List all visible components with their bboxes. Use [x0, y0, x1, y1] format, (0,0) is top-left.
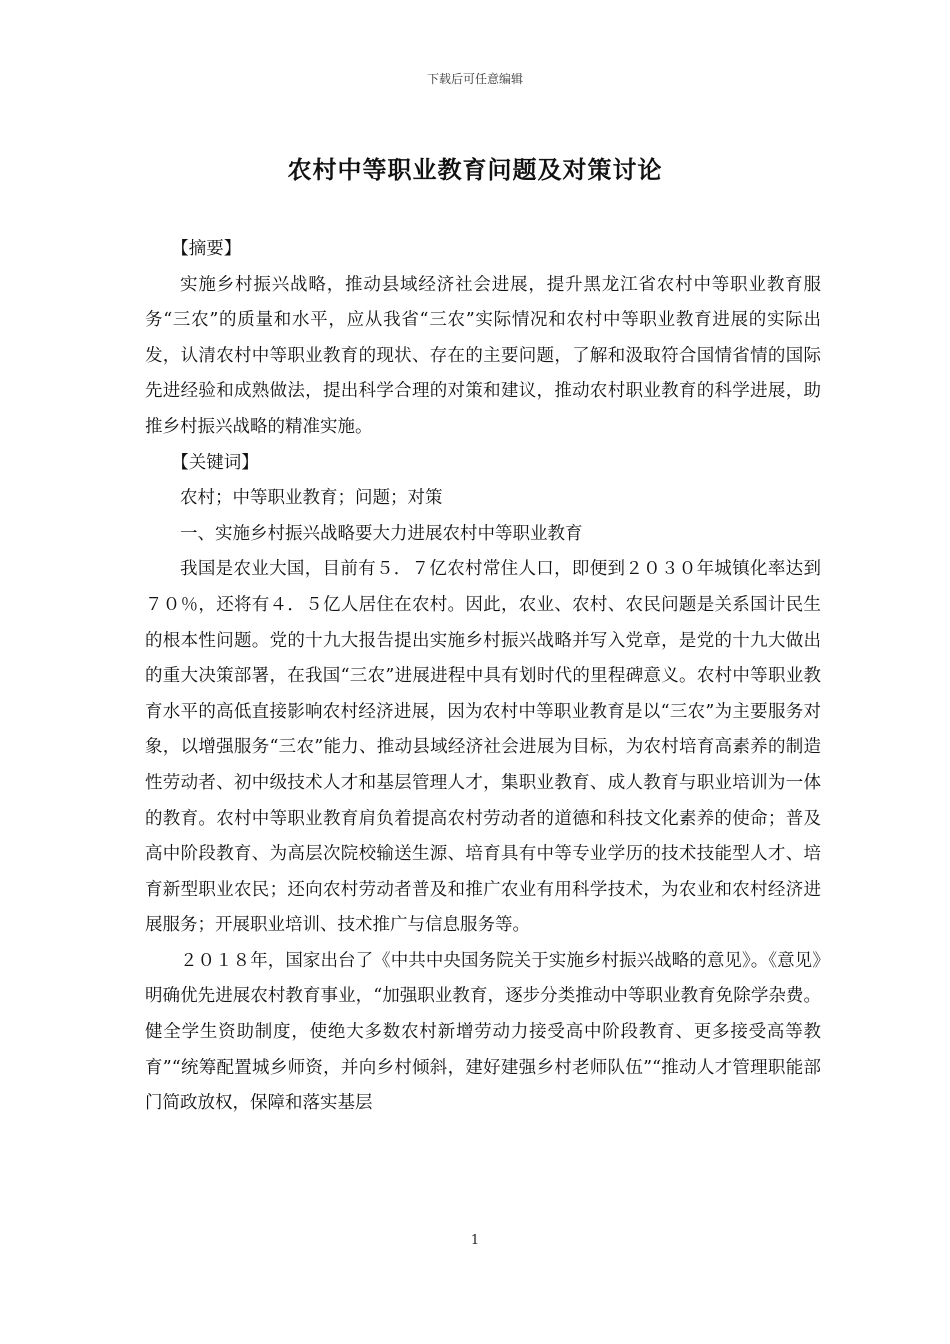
keywords-text: 农村；中等职业教育；问题；对策 — [180, 488, 443, 509]
section-1-paragraph-2: ２０１８年，国家出台了《中共中央国务院关于实施乡村振兴战略的意见》。《意见》明确优先进展农村教育事业，“加强职业教育，逐步分类推动中等职业教育免除学杂费。健全学生资助制度，使绝大多数农村新增劳动力接受高中阶段教育、更多接受高等教育”“统筹配置城乡师资，并向乡村倾斜，建好建强乡村老师队伍”“推动人才管理职能部门简政放权，保障和落实基层 — [145, 950, 821, 1114]
section-1-heading: 一、实施乡村振兴战略要大力进展农村中等职业教育 — [180, 523, 583, 544]
page-number: 1 — [470, 1233, 480, 1248]
document-title: 农村中等职业教育问题及对策讨论 — [287, 155, 663, 184]
keywords-heading: 【关键词】 — [171, 452, 259, 473]
abstract-text: 实施乡村振兴战略，推动县域经济社会进展，提升黑龙江省农村中等职业教育服务“三农”的质量和水平，应从我省“三农”实际情况和农村中等职业教育进展的实际出发，认清农村中等职业教育的现状、存在的主要问题，了解和汲取符合国情省情的国际先进经验和成熟做法，提出科学合理的对策和建议，推动农村职业教育的科学进展，助推乡村振兴战略的精准实施。 — [145, 274, 821, 437]
header-note: 下载后可任意编辑 — [426, 72, 523, 86]
abstract-heading: 【摘要】 — [171, 239, 242, 259]
section-1-paragraph-1: 我国是农业大国，目前有５．７亿农村常住人口，即便到２０３０年城镇化率达到７０％，还将有４．５亿人居住在农村。因此，农业、农村、农民问题是关系国计民生的根本性问题。党的十九大报告提出实施乡村振兴战略并写入党章，是党的十九大做出的重大决策部署，在我国“三农”进展进程中具有划时代的里程碑意义。农村中等职业教育水平的高低直接影响农村经济进展，因为农村中等职业教育是以“三农”为主要服务对象，以增强服务“三农”能力、推动县域经济社会进展为目标，为农村培育高素养的制造性劳动者、初中级技术人才和基层管理人才，集职业教育、成人教育与职业培训为一体的教育。农村中等职业教育肩负着提高农村劳动者的道德和科技文化素养的使命；普及高中阶段教育、为高层次院校输送生源、培育具有中等专业学历的技术技能型人才、培育新型职业农民；还向农村劳动者普及和推广农业有用科学技术，为农业和农村经济进展服务；开展职业培训、技术推广与信息服务等。 — [145, 559, 821, 936]
document-body — [145, 232, 821, 1122]
